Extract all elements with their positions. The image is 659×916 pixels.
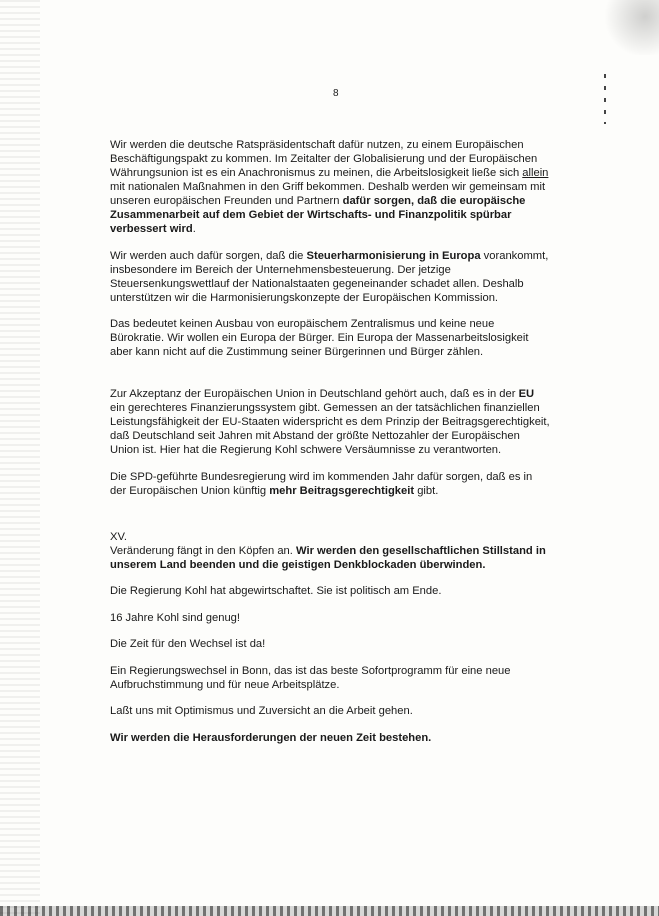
text: Die Zeit für den Wechsel ist da! <box>110 638 266 650</box>
text: XV. <box>110 530 128 543</box>
paragraph <box>110 138 550 236</box>
paragraph <box>110 731 550 745</box>
paragraph <box>110 611 550 625</box>
scan-smudge <box>589 0 659 55</box>
margin-mark <box>604 74 606 124</box>
bold-text: mehr Beitragsgerechtigkeit <box>269 484 415 497</box>
text: Die Regierung Kohl hat abgewirtschaftet. Sie ist politisch am Ende. <box>110 585 442 597</box>
text: ein gerechteres Finanzierungssystem gibt. Gemessen an der tatsächlichen finanziellen Leistungsfähigkeit der EU-Staaten widerspricht es dem Prinzip der Beitragsgerechtigkeit, daß Deutschland seit Jahren mit Abstand der größte Nettozahler der Europäischen Union ist. Hier hat die Regierung Kohl schwere Versäumnisse zu verantworten. <box>110 402 550 456</box>
text: Wir werden auch dafür sorgen, daß die <box>110 249 307 262</box>
paragraph <box>110 249 550 305</box>
paragraph <box>110 387 550 457</box>
bold-text: dafür sorgen, daß die europäische Zusammenarbeit auf dem Gebiet der Wirtschafts- und Finanzpolitik spürbar verbessert wird <box>110 195 526 235</box>
text: Veränderung fängt in den Köpfen an. <box>110 544 296 557</box>
bold-text: Wir werden den gesellschaftlichen Stillstand in unserem Land beenden und die geistigen Denkblockaden überwinden. <box>110 544 546 571</box>
text: Die SPD-geführte Bundesregierung wird im kommenden Jahr dafür sorgen, daß es in der Europäischen Union künftig <box>110 470 533 497</box>
document-body <box>110 138 550 757</box>
text: . <box>192 223 196 235</box>
text: gibt. <box>414 484 439 497</box>
paragraph <box>110 584 550 598</box>
bold-text: Wir werden die Herausforderungen der neuen Zeit bestehen. <box>110 731 432 744</box>
paragraph <box>110 664 550 692</box>
text: Zur Akzeptanz der Europäischen Union in Deutschland gehört auch, daß es in der <box>110 388 519 400</box>
scan-edge-left <box>0 0 40 916</box>
text: Wir werden die deutsche Ratspräsidentschaft dafür nutzen, zu einem Europäischen Beschäftigungspakt zu kommen. Im Zeitalter der Globalisierung und der Europäischen Währungsunion ist es ein Anachronismus zu meinen, die Arbeitslosigkeit ließe sich <box>110 139 538 179</box>
text: mit nationalen Maßnahmen in den Griff bekommen. Deshalb werden wir gemeinsam mit unseren europäischen Freunden und Partnern <box>110 181 546 207</box>
text: Ein Regierungswechsel in Bonn, das ist das beste Sofortprogramm für eine neue Aufbruchstimmung und für neue Arbeitsplätze. <box>110 664 511 691</box>
bold-text: EU <box>518 388 535 400</box>
paragraph <box>110 470 550 498</box>
paragraph <box>110 530 550 572</box>
scan-edge-bottom <box>0 906 659 916</box>
text: vorankommt, insbesondere im Bereich der Unternehmensbesteuerung. Der jetzige Steuersenkungswettlauf der Nationalstaaten gegeneinander schadet allen. Deshalb unterstützen wir die Harmonisierungskonzepte der Europäischen Kommission. <box>110 249 549 304</box>
underlined-text: allein <box>522 167 549 179</box>
text: Laßt uns mit Optimismus und Zuversicht an die Arbeit gehen. <box>110 705 413 717</box>
paragraph <box>110 704 550 718</box>
bold-text: Steuerharmonisierung in Europa <box>306 249 481 262</box>
page-number: 8 <box>333 88 339 99</box>
paragraph <box>110 637 550 651</box>
text: 16 Jahre Kohl sind genug! <box>110 611 240 624</box>
text: Das bedeutet keinen Ausbau von europäischem Zentralismus und keine neue Bürokratie. Wir wollen ein Europa der Bürger. Ein Europa der Massenarbeitslosigkeit aber kann nicht auf die Zustimmung seiner Bürgerinnen und Bürger zählen. <box>110 318 529 358</box>
paragraph <box>110 317 550 359</box>
